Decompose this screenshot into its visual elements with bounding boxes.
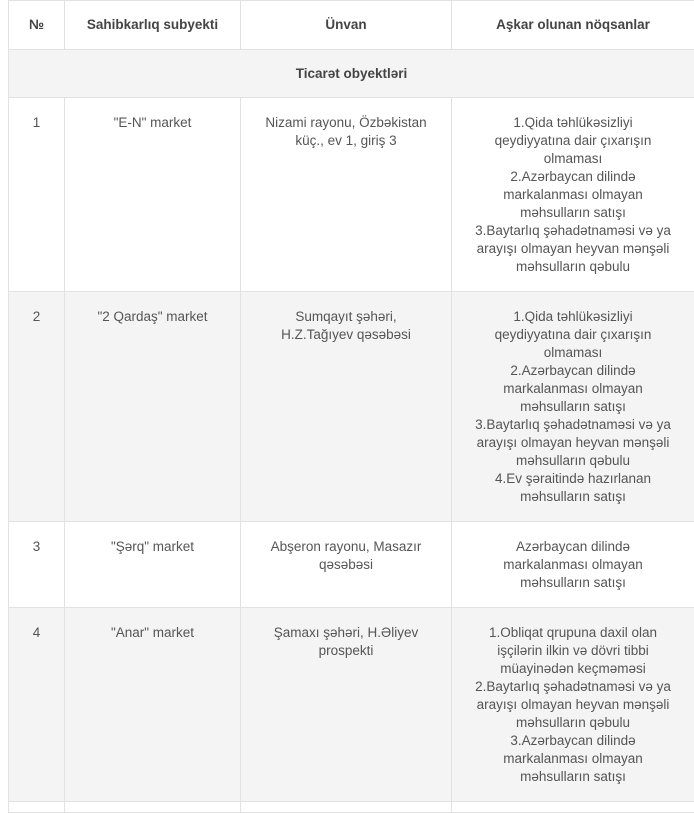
partial-cell: [241, 802, 452, 813]
address-line: qəsəbəsi: [249, 556, 443, 574]
row-address: [241, 522, 452, 608]
issue-line: məhsulların satışı: [460, 574, 686, 592]
issue-line: məhsulların satışı: [460, 398, 686, 416]
address-line: Abşeron rayonu, Masazır: [249, 538, 443, 556]
issue-line: markalanması olmayan: [460, 556, 686, 574]
row-number: 1: [9, 98, 65, 292]
address-line: Nizami rayonu, Özbəkistan: [249, 114, 443, 132]
issue-line: arayışı olmayan heyvan mənşəli: [460, 434, 686, 452]
issue-line: qeydiyyatına dair çıxarışın: [460, 326, 686, 344]
row-number: 3: [9, 522, 65, 608]
issue-line: 3.Baytarlıq şəhadətnaməsi və ya: [460, 222, 686, 240]
address-line: prospekti: [249, 642, 443, 660]
address-line: H.Z.Tağıyev qəsəbəsi: [249, 326, 443, 344]
issue-line: işçilərin ilkin və dövri tibbi: [460, 642, 686, 660]
issue-line: 4.Ev şəraitində hazırlanan: [460, 470, 686, 488]
row-subject: "Şərq" market: [65, 522, 241, 608]
row-number: 2: [9, 292, 65, 522]
issue-line: məhsulların satışı: [460, 204, 686, 222]
table-row: [9, 98, 694, 292]
issue-line: Azərbaycan dilində: [460, 538, 686, 556]
header-number: №: [9, 1, 65, 50]
issue-line: məhsulların qəbulu: [460, 258, 686, 276]
issue-line: 1.Obliqat qrupuna daxil olan: [460, 624, 686, 642]
issue-line: 3.Azərbaycan dilində: [460, 732, 686, 750]
row-subject: "E-N" market: [65, 98, 241, 292]
address-line: Sumqayıt şəhəri,: [249, 308, 443, 326]
inspection-results-table: [8, 0, 694, 813]
row-issues: [452, 522, 694, 608]
row-subject: "2 Qardaş" market: [65, 292, 241, 522]
issue-line: markalanması olmayan: [460, 186, 686, 204]
row-issues: [452, 98, 694, 292]
issue-line: 2.Azərbaycan dilində: [460, 362, 686, 380]
issue-line: 2.Azərbaycan dilində: [460, 168, 686, 186]
table-row: [9, 522, 694, 608]
issue-line: olmaması: [460, 150, 686, 168]
issue-line: olmaması: [460, 344, 686, 362]
table-header-row: [9, 1, 694, 50]
row-issues: [452, 608, 694, 802]
header-issues: Aşkar olunan nöqsanlar: [452, 1, 694, 50]
row-issues: [452, 292, 694, 522]
header-address: Ünvan: [241, 1, 452, 50]
section-row: [9, 50, 694, 98]
issue-line: arayışı olmayan heyvan mənşəli: [460, 696, 686, 714]
section-title: Ticarət obyektləri: [9, 50, 694, 98]
row-number: 4: [9, 608, 65, 802]
issue-line: markalanması olmayan: [460, 380, 686, 398]
issue-line: məhsulların satışı: [460, 768, 686, 786]
issue-line: məhsulların satışı: [460, 488, 686, 506]
table-row-partial: [9, 802, 694, 813]
issue-line: 1.Qida təhlükəsizliyi: [460, 114, 686, 132]
issue-line: 3.Baytarlıq şəhadətnaməsi və ya: [460, 416, 686, 434]
issue-line: məhsulların qəbulu: [460, 714, 686, 732]
address-line: Şamaxı şəhəri, H.Əliyev: [249, 624, 443, 642]
row-address: [241, 98, 452, 292]
table-row: [9, 292, 694, 522]
address-line: küç., ev 1, giriş 3: [249, 132, 443, 150]
issue-line: məhsulların qəbulu: [460, 452, 686, 470]
issue-line: müayinədən keçməməsi: [460, 660, 686, 678]
issue-line: arayışı olmayan heyvan mənşəli: [460, 240, 686, 258]
issue-line: qeydiyyatına dair çıxarışın: [460, 132, 686, 150]
row-subject: "Anar" market: [65, 608, 241, 802]
partial-cell: [9, 802, 65, 813]
row-address: [241, 608, 452, 802]
table-row: [9, 608, 694, 802]
partial-cell: [65, 802, 241, 813]
row-address: [241, 292, 452, 522]
issue-line: 1.Qida təhlükəsizliyi: [460, 308, 686, 326]
header-subject: Sahibkarlıq subyekti: [65, 1, 241, 50]
issue-line: 2.Baytarlıq şəhadətnaməsi və ya: [460, 678, 686, 696]
partial-cell: [452, 802, 694, 813]
issue-line: markalanması olmayan: [460, 750, 686, 768]
